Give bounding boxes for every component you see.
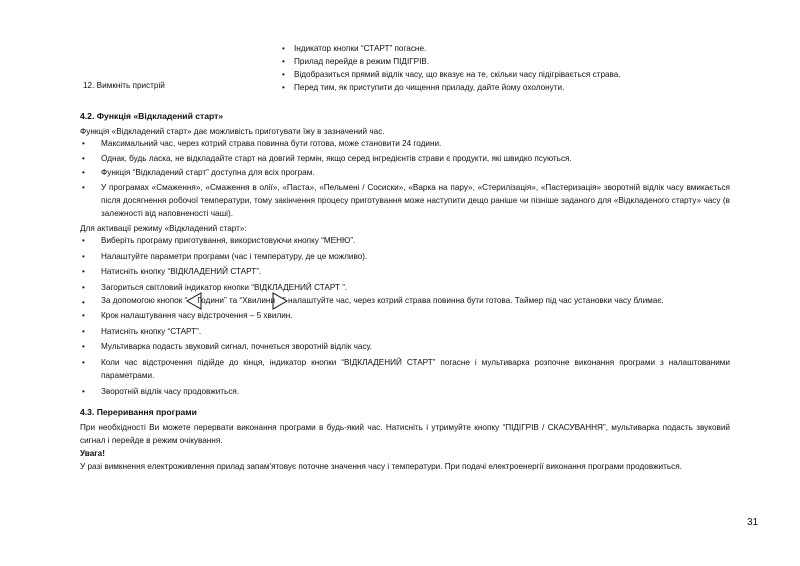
bullet-icon: • [82, 298, 85, 307]
list-item: • Відобразиться прямий відлік часу, що вказує на те, скільки часу підігрівається страва. [282, 70, 621, 79]
activation-intro: Для активації режиму «Відкладений старт»: [80, 224, 247, 233]
bullet-icon: • [282, 70, 285, 79]
list-item: • За допомогою кнопок “ Години” та “Хвилини ” налаштуйте час, через котрий страва повинна бути готова. Таймер під час установки часу блимає. [80, 292, 730, 310]
warning-label: Увага! [80, 449, 105, 458]
section-43-title: 4.3. Переривання програми [80, 407, 197, 417]
bullet-icon: • [82, 236, 85, 245]
bullet-icon: • [82, 168, 85, 178]
list-item: • У програмах «Смаження», «Смаження в олії», «Паста», «Пельмені / Сосиски», «Варка на пару», «Стерилізація», «Пастеризація» зворотній відлік часу вмикається після досягнення робочої температури, тому закінчення процесу приготування може наступити дещо раніше чи пізніше заданого для «Відкладеного старту» часу (в залежності від наповненості чаші). [82, 183, 730, 218]
bullet-icon: • [82, 153, 85, 163]
activation-steps [80, 235, 730, 295]
warning-text: У разі вимкнення електроживлення прилад запам'ятовує поточне значення часу і температури. При подачі електроенергії виконання програми продовжиться. [80, 462, 682, 471]
bullet-icon: • [282, 44, 285, 53]
bullet-icon: • [82, 183, 85, 193]
list-item: • Індикатор кнопки “СТАРТ” погасне. [282, 44, 427, 53]
section-43-text: При необхідності Ви можете перервати виконання програми в будь-який час. Натисніть і утримуйте кнопку “ПІДІГРІВ / СКАСУВАННЯ”, мультиварка подасть звуковий сигнал і перейде в режим очікування. [80, 423, 730, 445]
bullet-icon: • [82, 267, 85, 277]
bullet-icon: • [282, 57, 285, 66]
bullet-icon: • [82, 251, 85, 261]
list-item: • Виберіть програму приготування, використовуючи кнопку “МЕНЮ”. [80, 235, 730, 248]
activation-steps-after [80, 310, 730, 398]
bullet-icon: • [82, 311, 85, 320]
list-item: • Натисніть кнопку “СТАРТ”. [80, 326, 730, 339]
list-item: • Натисніть кнопку “ВІДКЛАДЕНИЙ СТАРТ”. [80, 266, 730, 279]
list-item: • Загориться світловий індикатор кнопки “ВІДКЛАДЕНИЙ СТАРТ ”. [80, 282, 730, 295]
bullet-icon: • [82, 342, 85, 352]
section-42-bullets [80, 138, 730, 220]
list-item: • Мультиварка подасть звуковий сигнал, почнеться зворотній відлік часу. [80, 341, 730, 354]
step-12-label: 12. Вимкніть пристрій [83, 81, 165, 90]
list-item: • Коли час відстрочення підійде до кінця, індикатор кнопки “ВІДКЛАДЕНИЙ СТАРТ” погасне і мультиварка розпочне виконання програми з налаштованими параметрами. [82, 358, 730, 380]
list-item: • Налаштуйте параметри програми (час і температуру, де це можливо). [80, 251, 730, 264]
step-12-results [282, 42, 752, 94]
list-item: • Прилад перейде в режим ПІДІГРІВ. [282, 57, 430, 66]
bullet-icon: • [82, 139, 85, 148]
bullet-icon: • [82, 386, 85, 396]
list-item: • Однак, будь ласка, не відкладайте старт на довгий термін, якщо серед інгредієнтів страви є продукти, які швидко псуються. [80, 153, 730, 166]
bullet-icon: • [82, 283, 85, 293]
bullet-icon: • [82, 326, 85, 336]
list-item: • Максимальний час, через котрий страва повинна бути готова, може становити 24 години. [80, 138, 730, 151]
page-number: 31 [747, 517, 759, 528]
bullet-icon: • [82, 358, 85, 368]
list-item: • Зворотній відлік часу продовжиться. [80, 386, 730, 399]
section-42-intro: Функція «Відкладений старт» дає можливість приготувати їжу в зазначений час. [80, 127, 385, 136]
list-item: • Функція “Відкладений старт” доступна для всіх програм. [80, 167, 730, 180]
section-42-title: 4.2. Функція «Відкладений старт» [80, 111, 224, 121]
list-item: • Перед тим, як приступити до чищення приладу, дайте йому охолонути. [282, 83, 565, 92]
bullet-icon: • [282, 83, 285, 92]
arrow-step [80, 292, 730, 310]
list-item: • Крок налаштування часу відстрочення – 5 хвилин. [80, 310, 730, 323]
